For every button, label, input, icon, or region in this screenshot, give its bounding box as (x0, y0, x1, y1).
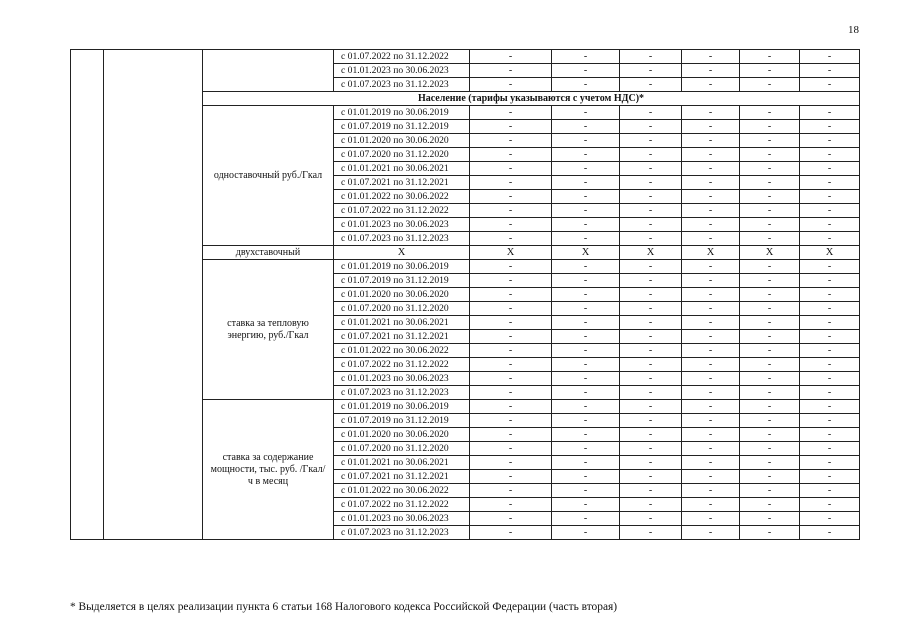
value-cell: - (740, 64, 800, 78)
value-cell: - (552, 428, 620, 442)
value-cell: - (682, 344, 740, 358)
value-cell: - (470, 302, 552, 316)
value-cell: - (682, 442, 740, 456)
value-cell: - (552, 498, 620, 512)
value-cell: - (800, 274, 860, 288)
value-cell: - (620, 106, 682, 120)
value-cell: - (470, 218, 552, 232)
period-cell: с 01.01.2023 по 30.06.2023 (334, 372, 470, 386)
value-cell: - (470, 204, 552, 218)
value-cell: - (800, 176, 860, 190)
value-cell: - (682, 372, 740, 386)
value-cell: - (740, 232, 800, 246)
value-cell: - (470, 64, 552, 78)
value-cell: - (620, 442, 682, 456)
value-cell: - (800, 302, 860, 316)
value-cell: - (800, 456, 860, 470)
value-cell: - (740, 442, 800, 456)
value-cell: - (620, 456, 682, 470)
value-cell: - (620, 386, 682, 400)
value-cell: - (470, 148, 552, 162)
value-cell: - (682, 316, 740, 330)
value-cell: - (740, 176, 800, 190)
value-cell: - (800, 484, 860, 498)
value-cell: - (682, 358, 740, 372)
value-cell: - (800, 64, 860, 78)
value-cell: - (740, 78, 800, 92)
value-cell: - (620, 288, 682, 302)
value-cell: - (552, 442, 620, 456)
value-cell: - (620, 316, 682, 330)
period-cell: с 01.07.2019 по 31.12.2019 (334, 120, 470, 134)
value-cell: - (682, 330, 740, 344)
value-cell: - (470, 288, 552, 302)
value-cell: - (620, 302, 682, 316)
value-cell: - (470, 162, 552, 176)
period-cell: с 01.01.2023 по 30.06.2023 (334, 512, 470, 526)
value-cell: - (800, 134, 860, 148)
value-cell: - (682, 78, 740, 92)
value-cell: - (800, 106, 860, 120)
value-cell: - (800, 204, 860, 218)
value-cell: - (620, 372, 682, 386)
value-cell: - (470, 344, 552, 358)
value-cell: - (682, 470, 740, 484)
value-cell: - (740, 218, 800, 232)
value-cell: - (740, 344, 800, 358)
value-cell: - (740, 302, 800, 316)
value-cell: - (620, 358, 682, 372)
group-label: одноставочный руб./Гкал (203, 106, 334, 246)
value-cell: - (682, 120, 740, 134)
value-cell: - (470, 498, 552, 512)
value-cell: - (552, 120, 620, 134)
value-cell: - (620, 414, 682, 428)
value-cell: - (740, 400, 800, 414)
value-cell: - (620, 218, 682, 232)
value-cell: - (682, 456, 740, 470)
value-cell: - (620, 148, 682, 162)
value-cell: - (470, 176, 552, 190)
value-cell: - (740, 50, 800, 64)
value-cell: - (800, 372, 860, 386)
value-cell: - (620, 498, 682, 512)
value-cell: - (620, 400, 682, 414)
value-cell: - (552, 260, 620, 274)
value-cell: - (552, 330, 620, 344)
value-cell: - (740, 470, 800, 484)
value-cell: - (740, 484, 800, 498)
value-cell: - (740, 358, 800, 372)
value-cell: - (620, 190, 682, 204)
value-cell: - (740, 512, 800, 526)
value-cell: - (682, 498, 740, 512)
period-cell: с 01.07.2020 по 31.12.2020 (334, 148, 470, 162)
value-cell: - (800, 442, 860, 456)
value-cell: - (682, 204, 740, 218)
value-cell: - (682, 288, 740, 302)
value-cell: - (682, 484, 740, 498)
value-cell: - (682, 190, 740, 204)
value-cell: - (800, 316, 860, 330)
value-cell: - (800, 260, 860, 274)
footnote: * Выделяется в целях реализации пункта 6 статьи 168 Налогового кодекса Российской Федерации (часть вторая) (70, 601, 618, 613)
value-cell: - (620, 344, 682, 358)
value-cell: - (470, 414, 552, 428)
period-cell: с 01.07.2020 по 31.12.2020 (334, 442, 470, 456)
value-cell: - (740, 428, 800, 442)
value-cell: - (470, 120, 552, 134)
value-cell: - (620, 134, 682, 148)
period-cell: с 01.01.2023 по 30.06.2023 (334, 218, 470, 232)
value-cell: - (470, 512, 552, 526)
value-cell: - (552, 190, 620, 204)
value-cell: - (552, 204, 620, 218)
value-cell: - (740, 456, 800, 470)
value-cell: - (552, 288, 620, 302)
value-cell: - (740, 274, 800, 288)
value-cell: - (552, 218, 620, 232)
value-cell: - (620, 232, 682, 246)
value-cell: - (740, 162, 800, 176)
value-cell: - (470, 372, 552, 386)
value-cell: - (552, 162, 620, 176)
period-cell: с 01.07.2021 по 31.12.2021 (334, 176, 470, 190)
period-cell: с 01.07.2022 по 31.12.2022 (334, 498, 470, 512)
tariff-table-body (71, 50, 860, 540)
period-cell: с 01.01.2019 по 30.06.2019 (334, 260, 470, 274)
value-cell: - (740, 330, 800, 344)
group-label: ставка за тепловую энергию, руб./Гкал (203, 260, 334, 400)
period-cell: с 01.07.2019 по 31.12.2019 (334, 274, 470, 288)
number-column (71, 50, 104, 540)
value-cell: - (470, 400, 552, 414)
value-cell: - (620, 512, 682, 526)
value-cell: - (620, 526, 682, 540)
blank-label-cell (203, 50, 334, 92)
value-cell: - (552, 470, 620, 484)
value-cell: - (800, 232, 860, 246)
period-cell: с 01.01.2019 по 30.06.2019 (334, 400, 470, 414)
value-cell: - (620, 470, 682, 484)
value-cell: - (682, 134, 740, 148)
period-cell: с 01.01.2022 по 30.06.2022 (334, 190, 470, 204)
value-cell: - (682, 176, 740, 190)
value-cell: - (620, 484, 682, 498)
value-cell: - (470, 484, 552, 498)
value-cell: - (800, 512, 860, 526)
x-cell: Х (334, 246, 470, 260)
value-cell: - (800, 498, 860, 512)
value-cell: - (620, 204, 682, 218)
value-cell: - (470, 330, 552, 344)
value-cell: - (800, 330, 860, 344)
value-cell: - (740, 288, 800, 302)
period-cell: с 01.01.2022 по 30.06.2022 (334, 484, 470, 498)
value-cell: - (682, 386, 740, 400)
value-cell: - (470, 50, 552, 64)
value-cell: - (740, 134, 800, 148)
period-cell: с 01.07.2020 по 31.12.2020 (334, 302, 470, 316)
value-cell: - (470, 316, 552, 330)
value-cell: - (552, 64, 620, 78)
value-cell: - (552, 512, 620, 526)
value-cell: - (470, 232, 552, 246)
value-cell: - (620, 120, 682, 134)
period-cell: с 01.01.2021 по 30.06.2021 (334, 456, 470, 470)
value-cell: - (620, 78, 682, 92)
value-cell: - (740, 316, 800, 330)
value-cell: - (682, 414, 740, 428)
value-cell: - (552, 456, 620, 470)
value-cell: - (682, 64, 740, 78)
value-cell: - (800, 414, 860, 428)
value-cell: - (470, 190, 552, 204)
value-cell: - (800, 190, 860, 204)
value-cell: - (682, 50, 740, 64)
value-cell: - (740, 190, 800, 204)
value-cell: - (800, 470, 860, 484)
value-cell: - (552, 302, 620, 316)
value-cell: - (470, 78, 552, 92)
value-cell: Х (470, 246, 552, 260)
value-cell: - (682, 232, 740, 246)
value-cell: - (740, 204, 800, 218)
value-cell: - (682, 218, 740, 232)
value-cell: - (620, 64, 682, 78)
period-cell: с 01.01.2020 по 30.06.2020 (334, 288, 470, 302)
value-cell: - (682, 400, 740, 414)
value-cell: - (740, 372, 800, 386)
group-label: двухставочный (203, 246, 334, 260)
value-cell: - (552, 176, 620, 190)
value-cell: - (552, 358, 620, 372)
value-cell: - (740, 120, 800, 134)
value-cell: - (552, 134, 620, 148)
value-cell: - (800, 148, 860, 162)
value-cell: - (552, 274, 620, 288)
value-cell: - (682, 260, 740, 274)
value-cell: - (552, 484, 620, 498)
value-cell: - (682, 162, 740, 176)
period-cell: с 01.01.2021 по 30.06.2021 (334, 316, 470, 330)
value-cell: - (740, 414, 800, 428)
group-label: ставка за содержание мощности, тыс. руб. /Гкал/ч в месяц (203, 400, 334, 540)
value-cell: - (552, 400, 620, 414)
value-cell: - (552, 50, 620, 64)
period-cell: с 01.07.2022 по 31.12.2022 (334, 358, 470, 372)
value-cell: - (800, 428, 860, 442)
value-cell: - (620, 330, 682, 344)
value-cell: - (800, 218, 860, 232)
period-cell: с 01.07.2023 по 31.12.2023 (334, 386, 470, 400)
value-cell: - (552, 78, 620, 92)
value-cell: - (552, 232, 620, 246)
value-cell: - (470, 274, 552, 288)
value-cell: Х (800, 246, 860, 260)
period-cell: с 01.07.2022 по 31.12.2022 (334, 50, 470, 64)
value-cell: - (470, 260, 552, 274)
period-cell: с 01.01.2023 по 30.06.2023 (334, 64, 470, 78)
value-cell: - (800, 78, 860, 92)
value-cell: - (682, 302, 740, 316)
value-cell: - (552, 414, 620, 428)
value-cell: - (800, 386, 860, 400)
value-cell: - (470, 428, 552, 442)
value-cell: - (552, 148, 620, 162)
value-cell: - (470, 358, 552, 372)
value-cell: - (800, 162, 860, 176)
value-cell: - (552, 106, 620, 120)
value-cell: - (682, 512, 740, 526)
value-cell: - (470, 470, 552, 484)
value-cell: Х (552, 246, 620, 260)
value-cell: - (620, 176, 682, 190)
value-cell: - (470, 386, 552, 400)
value-cell: - (552, 344, 620, 358)
value-cell: - (470, 442, 552, 456)
value-cell: - (800, 50, 860, 64)
period-cell: с 01.07.2023 по 31.12.2023 (334, 232, 470, 246)
value-cell: - (740, 386, 800, 400)
value-cell: - (800, 344, 860, 358)
value-cell: - (682, 526, 740, 540)
section-title: Население (тарифы указываются с учетом НДС)* (203, 92, 860, 106)
value-cell: - (682, 428, 740, 442)
name-column (104, 50, 203, 540)
tariff-table (70, 49, 860, 540)
value-cell: - (620, 428, 682, 442)
value-cell: - (620, 50, 682, 64)
value-cell: - (740, 498, 800, 512)
value-cell: - (800, 358, 860, 372)
period-cell: с 01.01.2020 по 30.06.2020 (334, 134, 470, 148)
period-cell: с 01.07.2021 по 31.12.2021 (334, 470, 470, 484)
value-cell: - (552, 316, 620, 330)
period-cell: с 01.07.2023 по 31.12.2023 (334, 526, 470, 540)
value-cell: - (740, 106, 800, 120)
value-cell: - (682, 274, 740, 288)
value-cell: - (800, 526, 860, 540)
value-cell: - (682, 148, 740, 162)
value-cell: - (620, 260, 682, 274)
value-cell: - (740, 148, 800, 162)
period-cell: с 01.01.2020 по 30.06.2020 (334, 428, 470, 442)
value-cell: - (552, 386, 620, 400)
value-cell: - (740, 260, 800, 274)
period-cell: с 01.07.2023 по 31.12.2023 (334, 78, 470, 92)
period-cell: с 01.07.2019 по 31.12.2019 (334, 414, 470, 428)
page-number: 18 (848, 24, 859, 36)
period-cell: с 01.01.2022 по 30.06.2022 (334, 344, 470, 358)
value-cell: - (800, 120, 860, 134)
value-cell: - (552, 526, 620, 540)
period-cell: с 01.01.2019 по 30.06.2019 (334, 106, 470, 120)
value-cell: - (620, 162, 682, 176)
value-cell: - (552, 372, 620, 386)
value-cell: - (470, 134, 552, 148)
period-cell: с 01.07.2022 по 31.12.2022 (334, 204, 470, 218)
value-cell: - (682, 106, 740, 120)
value-cell: Х (740, 246, 800, 260)
value-cell: - (800, 400, 860, 414)
value-cell: - (620, 274, 682, 288)
value-cell: - (470, 106, 552, 120)
value-cell: - (470, 456, 552, 470)
table-row (71, 50, 860, 64)
value-cell: Х (682, 246, 740, 260)
period-cell: с 01.01.2021 по 30.06.2021 (334, 162, 470, 176)
value-cell: - (470, 526, 552, 540)
period-cell: с 01.07.2021 по 31.12.2021 (334, 330, 470, 344)
value-cell: - (740, 526, 800, 540)
value-cell: Х (620, 246, 682, 260)
value-cell: - (800, 288, 860, 302)
